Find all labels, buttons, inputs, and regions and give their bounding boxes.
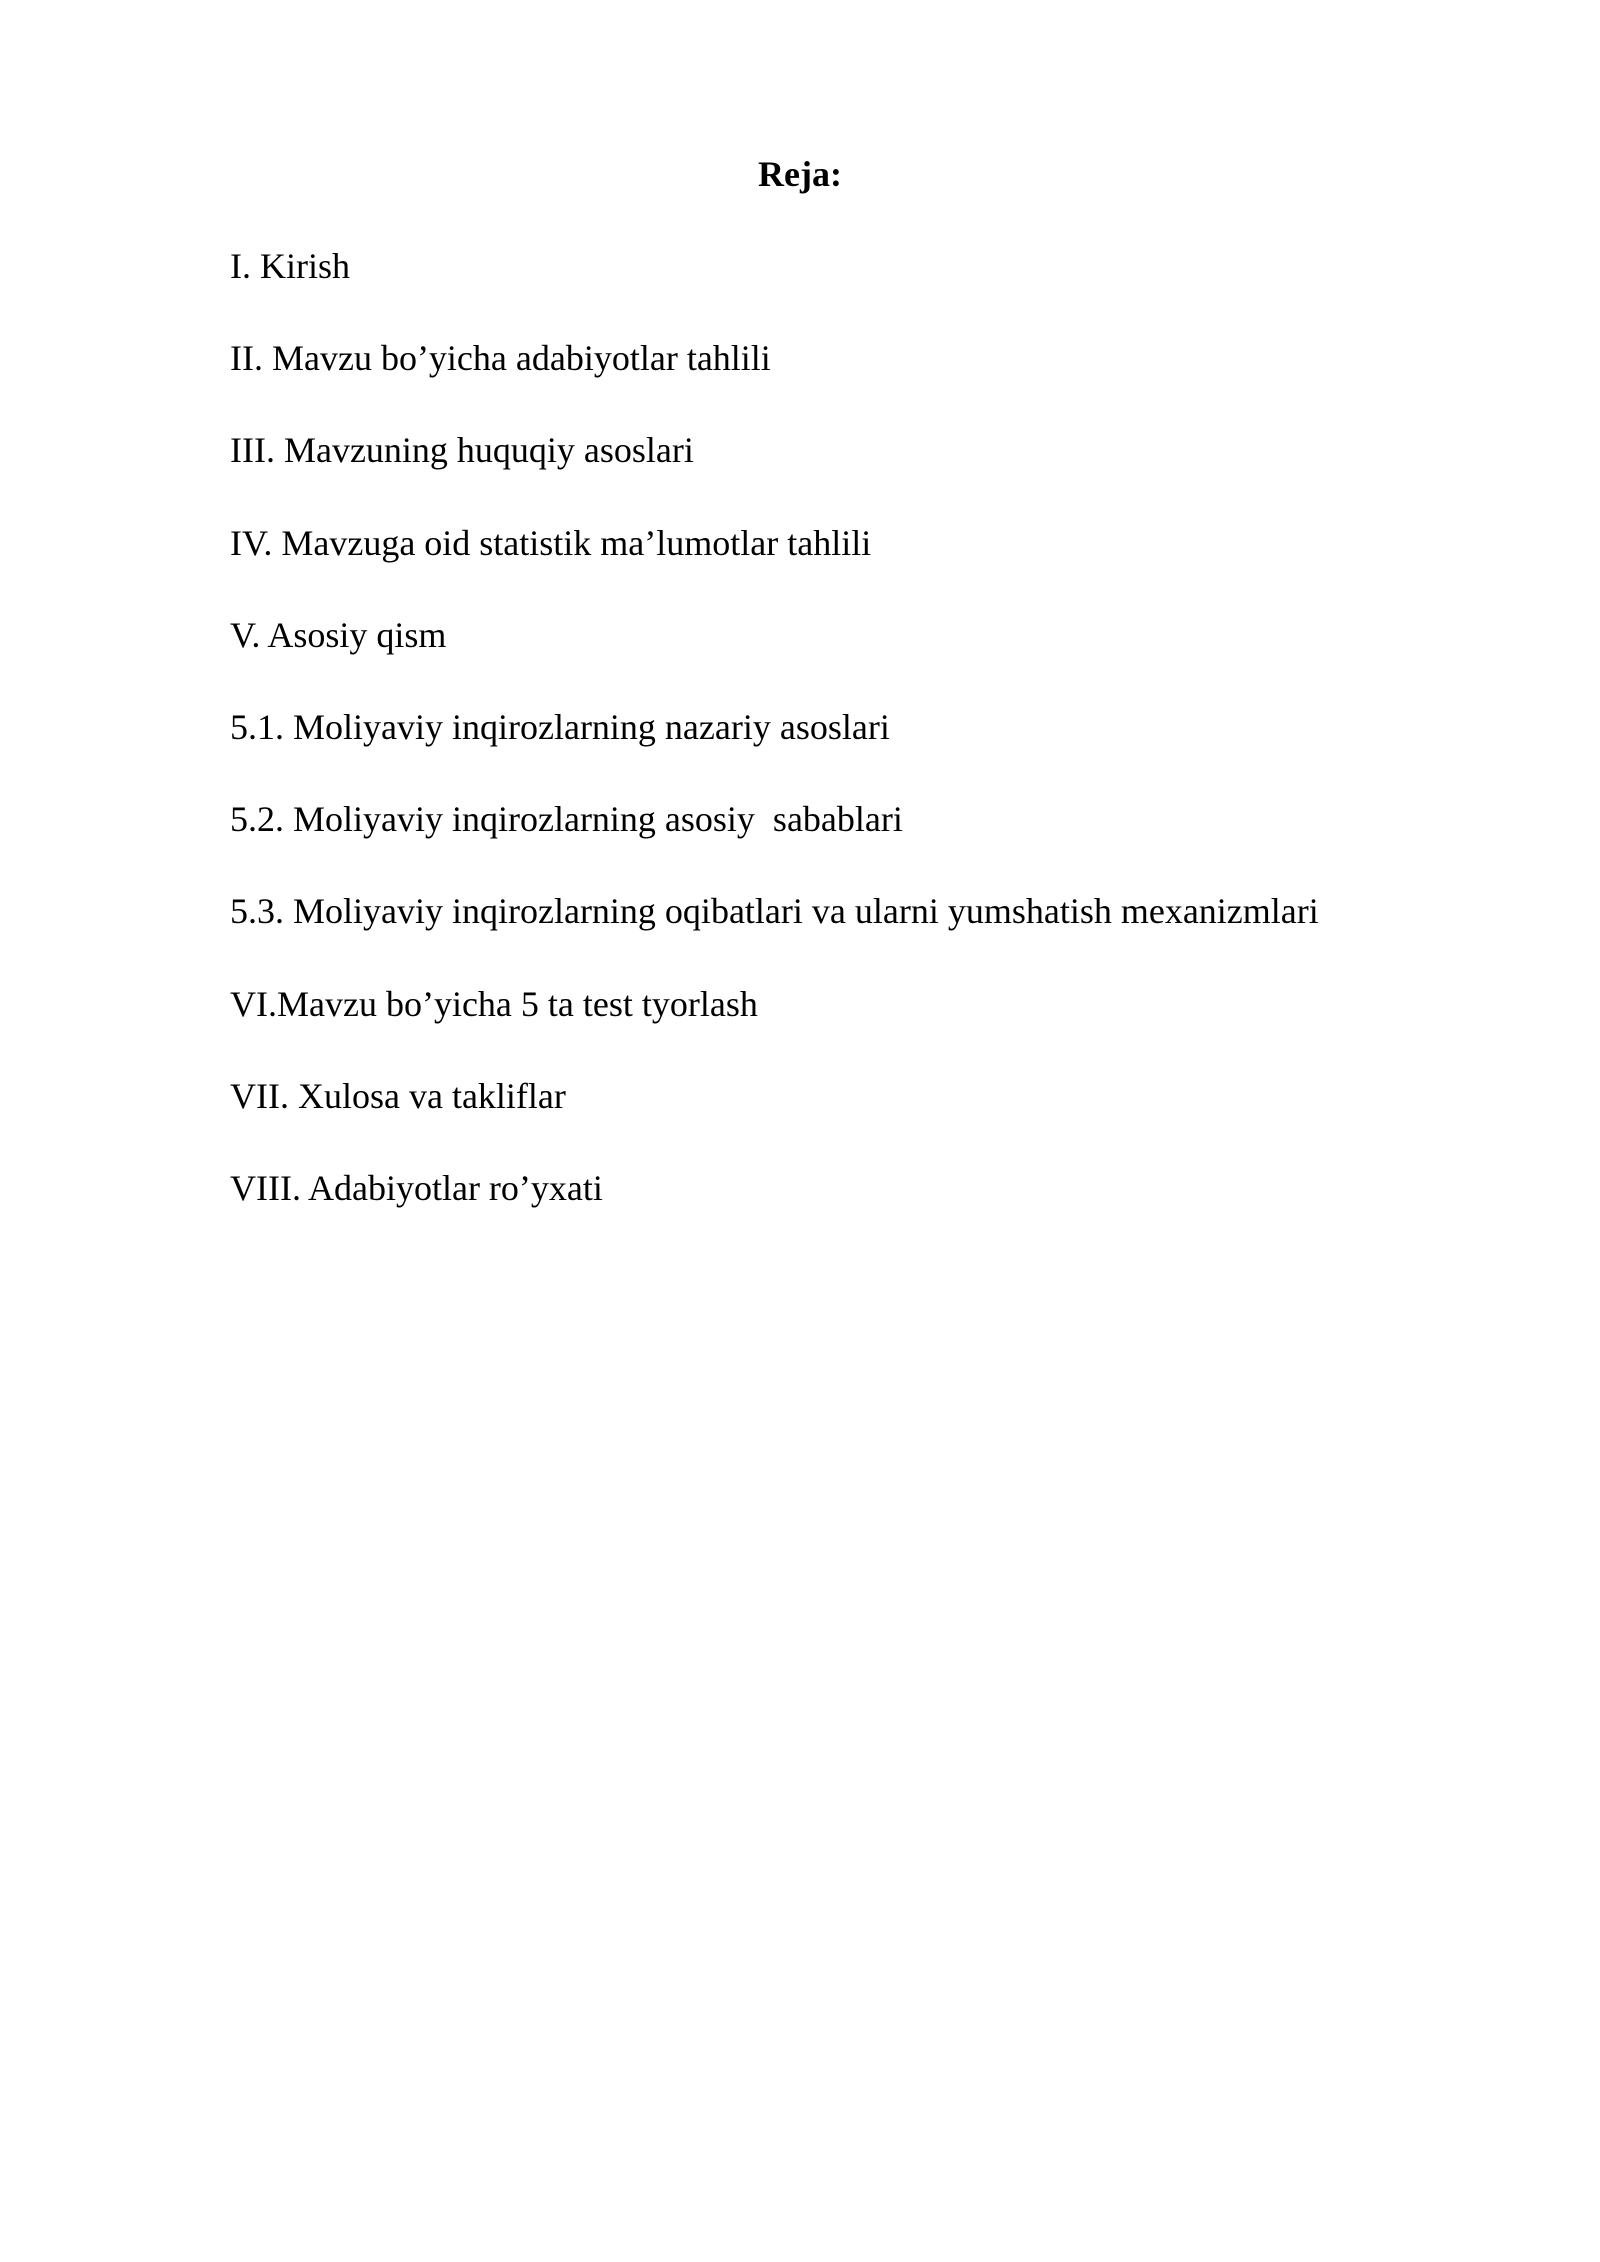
plan-item-tests: VI.Mavzu bo’yicha 5 ta test tyorlash bbox=[230, 983, 758, 1024]
plan-item-statistics-analysis: IV. Mavzuga oid statistik ma’lumotlar tahlili bbox=[230, 522, 872, 563]
plan-list bbox=[230, 242, 1430, 1256]
plan-item-5-1: 5.1. Moliyaviy inqirozlarning nazariy asoslari bbox=[230, 706, 890, 747]
plan-item-references: VIII. Adabiyotlar ro’yxati bbox=[230, 1167, 603, 1208]
plan-item-main-part: V. Asosiy qism bbox=[230, 614, 447, 655]
page-title: Reja: bbox=[758, 154, 842, 194]
plan-item-legal-basis: III. Mavzuning huquqiy asoslari bbox=[230, 430, 694, 471]
plan-item-5-2: 5.2. Moliyaviy inqirozlarning asosiy sabablari bbox=[230, 799, 903, 840]
plan-item-kirish: I. Kirish bbox=[230, 246, 350, 286]
plan-item-literature-review: II. Mavzu bo’yicha adabiyotlar tahlili bbox=[230, 338, 771, 379]
plan-item-5-3: 5.3. Moliyaviy inqirozlarning oqibatlari va ularni yumshatish mexanizmlari bbox=[230, 891, 1319, 932]
plan-item-conclusion: VII. Xulosa va takliflar bbox=[230, 1075, 566, 1116]
